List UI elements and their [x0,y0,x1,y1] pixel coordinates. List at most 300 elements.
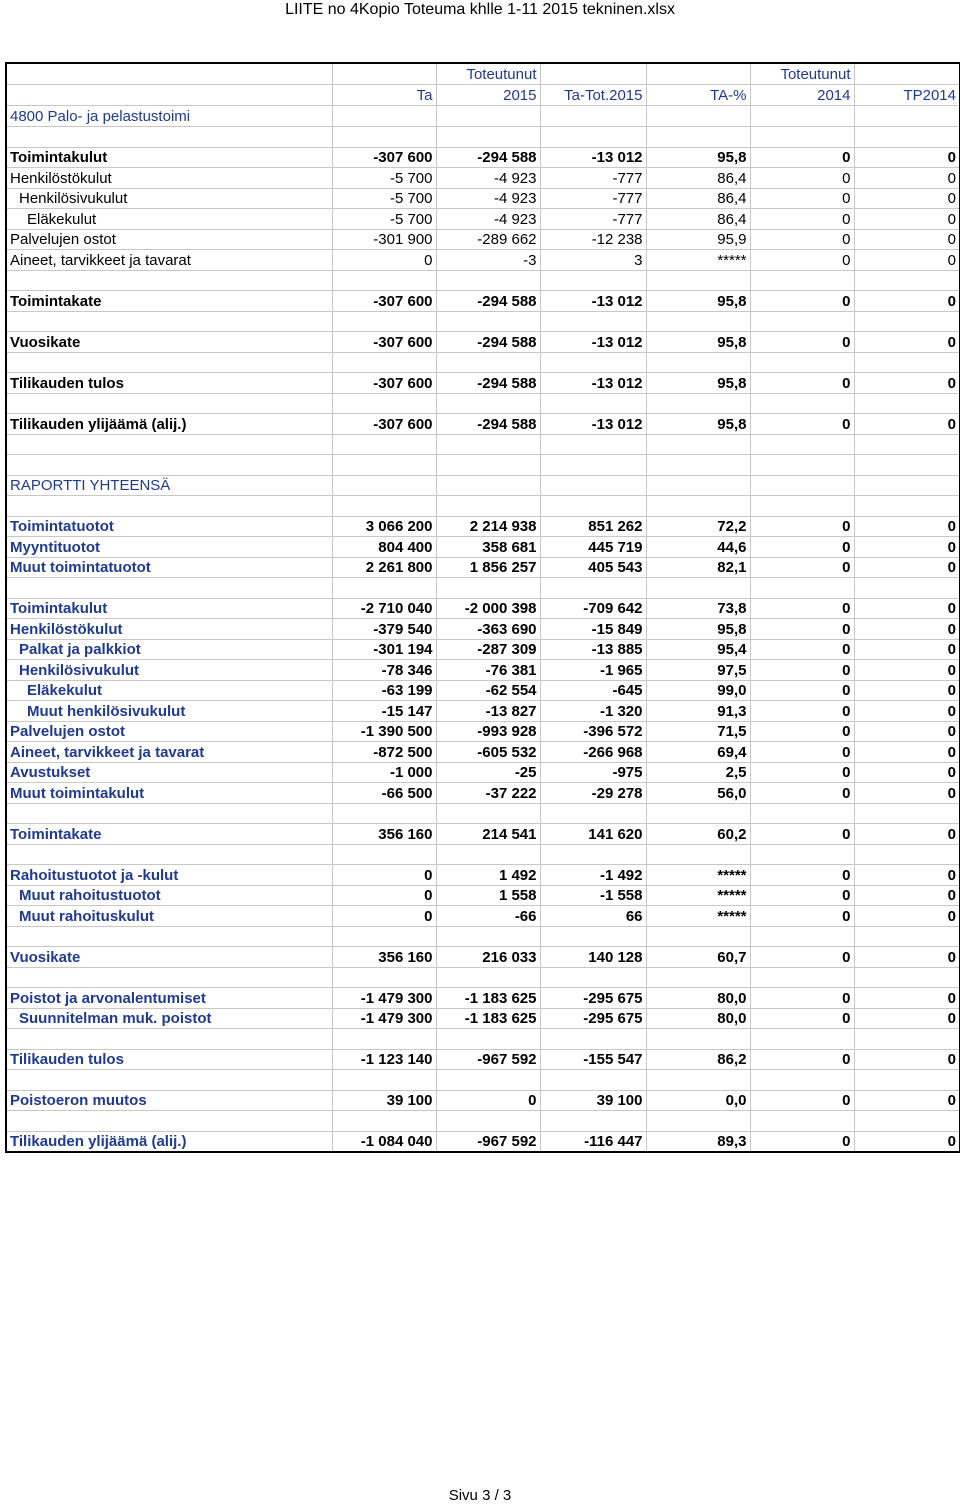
value-toteutunut-2014: 0 [750,332,854,353]
value-toteutunut-2014: 0 [750,824,854,845]
value-toteutunut-2015 [436,844,540,865]
value-ta-tot: -295 675 [540,1008,646,1029]
value-ta-pct: 95,8 [646,414,750,435]
row-label: Henkilöstökulut [6,619,332,640]
value-ta-pct [646,1111,750,1132]
value-ta [332,967,436,988]
value-tp2014 [854,434,960,455]
value-toteutunut-2014: 0 [750,598,854,619]
row-label [6,311,332,332]
value-toteutunut-2014: 0 [750,1131,854,1152]
value-toteutunut-2014: 0 [750,168,854,189]
value-ta-tot [540,844,646,865]
blank-row [6,393,960,414]
value-tp2014: 0 [854,1008,960,1029]
value-toteutunut-2014 [750,844,854,865]
value-ta [332,1111,436,1132]
row-label [6,967,332,988]
value-ta-tot: -1 965 [540,660,646,681]
value-toteutunut-2014: 0 [750,721,854,742]
value-tp2014: 0 [854,147,960,168]
value-ta-tot: -1 320 [540,701,646,722]
value-tp2014: 0 [854,783,960,804]
value-ta-pct: 71,5 [646,721,750,742]
blank-row [6,455,960,476]
table-row [6,906,960,927]
value-ta-tot: -13 012 [540,147,646,168]
value-tp2014: 0 [854,168,960,189]
table-row [6,701,960,722]
blank-row [6,578,960,599]
value-toteutunut-2015 [436,393,540,414]
row-label: Poistot ja arvonalentumiset [6,988,332,1009]
value-ta: 0 [332,250,436,271]
value-ta-pct [646,496,750,517]
value-ta-tot: -155 547 [540,1049,646,1070]
value-ta-tot: -777 [540,209,646,230]
value-ta [332,1029,436,1050]
row-label: Vuosikate [6,947,332,968]
value-ta [332,311,436,332]
value-toteutunut-2015 [436,475,540,496]
value-ta-pct [646,434,750,455]
value-ta-tot: -777 [540,188,646,209]
header-row-2 [6,85,960,106]
table-row [6,147,960,168]
row-label [6,844,332,865]
value-ta-pct: 91,3 [646,701,750,722]
value-tp2014: 0 [854,291,960,312]
value-toteutunut-2015: -605 532 [436,742,540,763]
value-ta-pct [646,270,750,291]
value-ta-tot [540,393,646,414]
value-ta [332,352,436,373]
value-ta: -307 600 [332,332,436,353]
value-ta-tot: 851 262 [540,516,646,537]
table-row [6,1049,960,1070]
table-row [6,229,960,250]
row-label: Tilikauden ylijäämä (alij.) [6,414,332,435]
value-ta-tot [540,1111,646,1132]
value-ta-pct: 2,5 [646,762,750,783]
blank-row [6,1029,960,1050]
row-label [6,455,332,476]
row-label: Suunnitelman muk. poistot [6,1008,332,1029]
table-row [6,332,960,353]
value-toteutunut-2015 [436,926,540,947]
value-ta-tot: -15 849 [540,619,646,640]
value-tp2014 [854,127,960,148]
row-label [6,578,332,599]
value-ta-tot: -13 885 [540,639,646,660]
value-tp2014: 0 [854,988,960,1009]
value-ta-pct: 95,8 [646,147,750,168]
table-row [6,291,960,312]
row-label: Palvelujen ostot [6,229,332,250]
table-row [6,373,960,394]
value-toteutunut-2014: 0 [750,414,854,435]
value-ta-tot [540,434,646,455]
row-label [6,1029,332,1050]
value-ta [332,1070,436,1091]
row-label: Aineet, tarvikkeet ja tavarat [6,250,332,271]
value-ta: 0 [332,865,436,886]
row-label: Aineet, tarvikkeet ja tavarat [6,742,332,763]
value-ta-tot: -396 572 [540,721,646,742]
row-label [6,127,332,148]
value-toteutunut-2014: 0 [750,1049,854,1070]
blank-row [6,127,960,148]
value-ta: -307 600 [332,147,436,168]
value-toteutunut-2014: 0 [750,1090,854,1111]
value-toteutunut-2015: -66 [436,906,540,927]
value-ta-pct [646,393,750,414]
row-label [6,496,332,517]
value-toteutunut-2014: 0 [750,209,854,230]
row-label: Rahoitustuotot ja -kulut [6,865,332,886]
value-ta: -301 900 [332,229,436,250]
value-toteutunut-2014 [750,578,854,599]
value-tp2014: 0 [854,885,960,906]
value-toteutunut-2014: 0 [750,762,854,783]
col-ta-pct: TA-% [646,85,750,106]
value-toteutunut-2015: -76 381 [436,660,540,681]
value-tp2014: 0 [854,680,960,701]
value-ta [332,578,436,599]
col-toteutunut-2014-line1: Toteutunut [750,63,854,85]
value-ta-pct: 72,2 [646,516,750,537]
value-ta-pct: ***** [646,906,750,927]
value-toteutunut-2015: -4 923 [436,168,540,189]
value-ta-pct [646,578,750,599]
value-tp2014: 0 [854,188,960,209]
table-row [6,824,960,845]
value-toteutunut-2014: 0 [750,742,854,763]
value-toteutunut-2015: 1 492 [436,865,540,886]
value-ta-pct: 95,8 [646,619,750,640]
value-ta-tot [540,803,646,824]
blank-row [6,1111,960,1132]
value-toteutunut-2015: -289 662 [436,229,540,250]
table-row [6,414,960,435]
value-toteutunut-2015: -37 222 [436,783,540,804]
value-tp2014: 0 [854,1090,960,1111]
row-label [6,352,332,373]
row-label: Muut rahoituskulut [6,906,332,927]
value-ta-tot: -12 238 [540,229,646,250]
value-ta-pct [646,1029,750,1050]
value-ta-pct: 97,5 [646,660,750,681]
blank-row [6,270,960,291]
col-toteutunut-2014-line2: 2014 [750,85,854,106]
value-toteutunut-2014 [750,455,854,476]
value-ta: -1 123 140 [332,1049,436,1070]
value-ta-tot: -29 278 [540,783,646,804]
value-ta: 3 066 200 [332,516,436,537]
value-ta-pct: 95,8 [646,373,750,394]
value-ta-pct: 80,0 [646,1008,750,1029]
value-ta [332,926,436,947]
value-toteutunut-2015: -993 928 [436,721,540,742]
value-ta-pct [646,967,750,988]
row-label: Palkat ja palkkiot [6,639,332,660]
value-ta: -1 390 500 [332,721,436,742]
value-toteutunut-2014 [750,967,854,988]
row-label: Poistoeron muutos [6,1090,332,1111]
value-ta: -1 479 300 [332,1008,436,1029]
value-toteutunut-2015: -4 923 [436,188,540,209]
value-tp2014: 0 [854,598,960,619]
value-toteutunut-2014: 0 [750,291,854,312]
value-toteutunut-2014: 0 [750,537,854,558]
value-tp2014 [854,311,960,332]
value-toteutunut-2015: 2 214 938 [436,516,540,537]
value-toteutunut-2014: 0 [750,1008,854,1029]
value-toteutunut-2015: -287 309 [436,639,540,660]
value-tp2014: 0 [854,332,960,353]
value-toteutunut-2015: -1 183 625 [436,988,540,1009]
value-tp2014: 0 [854,947,960,968]
value-toteutunut-2015 [436,1070,540,1091]
value-ta [332,393,436,414]
row-label: Toimintatuotot [6,516,332,537]
row-label [6,803,332,824]
blank-row [6,1070,960,1091]
value-tp2014 [854,803,960,824]
value-tp2014 [854,475,960,496]
value-ta-tot [540,127,646,148]
row-label: Tilikauden tulos [6,373,332,394]
value-ta-tot: -116 447 [540,1131,646,1152]
col-ta-tot: Ta-Tot.2015 [540,85,646,106]
value-toteutunut-2014: 0 [750,865,854,886]
value-tp2014: 0 [854,742,960,763]
value-tp2014: 0 [854,762,960,783]
value-toteutunut-2014: 0 [750,639,854,660]
value-toteutunut-2015 [436,434,540,455]
value-tp2014: 0 [854,516,960,537]
value-toteutunut-2015 [436,496,540,517]
table-row [6,250,960,271]
value-tp2014 [854,926,960,947]
value-tp2014: 0 [854,414,960,435]
value-ta: -5 700 [332,188,436,209]
value-ta-tot: 66 [540,906,646,927]
value-toteutunut-2014 [750,1070,854,1091]
value-tp2014 [854,270,960,291]
value-ta-tot: -1 492 [540,865,646,886]
value-ta-pct: 86,4 [646,168,750,189]
value-tp2014 [854,393,960,414]
row-label: Toimintakate [6,291,332,312]
blank-row [6,803,960,824]
value-ta [332,455,436,476]
value-ta-pct [646,1070,750,1091]
value-ta-pct: 95,8 [646,291,750,312]
value-ta-pct [646,926,750,947]
value-toteutunut-2015: -294 588 [436,373,540,394]
value-ta-pct: 80,0 [646,988,750,1009]
value-tp2014: 0 [854,865,960,886]
value-toteutunut-2015: -294 588 [436,291,540,312]
value-tp2014: 0 [854,639,960,660]
value-ta-pct: 89,3 [646,1131,750,1152]
value-ta-tot: 39 100 [540,1090,646,1111]
value-ta-tot [540,967,646,988]
row-label [6,270,332,291]
value-toteutunut-2014: 0 [750,250,854,271]
value-ta: -15 147 [332,701,436,722]
value-ta [332,844,436,865]
table-row [6,762,960,783]
value-tp2014: 0 [854,373,960,394]
row-label: RAPORTTI YHTEENSÄ [6,475,332,496]
row-label: Muut toimintatuotot [6,557,332,578]
value-toteutunut-2015: -13 827 [436,701,540,722]
blank-row [6,352,960,373]
table-row [6,557,960,578]
value-toteutunut-2015: 214 541 [436,824,540,845]
value-ta-tot: -709 642 [540,598,646,619]
table-row [6,885,960,906]
value-ta-tot: -13 012 [540,332,646,353]
table-row [6,660,960,681]
header-row-1 [6,63,960,85]
value-toteutunut-2015: -2 000 398 [436,598,540,619]
value-ta-tot: 140 128 [540,947,646,968]
value-tp2014: 0 [854,557,960,578]
table-row [6,619,960,640]
value-toteutunut-2015: -294 588 [436,414,540,435]
value-toteutunut-2014 [750,434,854,455]
row-label: Palvelujen ostot [6,721,332,742]
value-ta-tot [540,311,646,332]
row-label: Eläkekulut [6,680,332,701]
value-ta: -301 194 [332,639,436,660]
value-tp2014 [854,578,960,599]
value-ta-pct: 69,4 [646,742,750,763]
value-toteutunut-2014 [750,393,854,414]
header-row-3 [6,106,960,127]
value-ta: -307 600 [332,373,436,394]
row-label: Tilikauden ylijäämä (alij.) [6,1131,332,1152]
value-toteutunut-2014: 0 [750,619,854,640]
value-ta: -2 710 040 [332,598,436,619]
value-tp2014: 0 [854,1049,960,1070]
value-ta-pct: 82,1 [646,557,750,578]
value-tp2014: 0 [854,229,960,250]
value-toteutunut-2015: -967 592 [436,1131,540,1152]
value-ta [332,803,436,824]
value-toteutunut-2015: 216 033 [436,947,540,968]
table-row [6,1008,960,1029]
row-label [6,434,332,455]
value-ta-pct: 95,4 [646,639,750,660]
value-tp2014: 0 [854,721,960,742]
value-toteutunut-2015: -294 588 [436,147,540,168]
table-row [6,537,960,558]
blank-row [6,434,960,455]
value-ta-tot: 405 543 [540,557,646,578]
value-tp2014 [854,496,960,517]
value-ta-tot: -645 [540,680,646,701]
document-title: LIITE no 4Kopio Toteuma khlle 1-11 2015 tekninen.xlsx [285,1,675,18]
value-tp2014 [854,1029,960,1050]
value-ta-pct: ***** [646,250,750,271]
value-ta-tot: -13 012 [540,373,646,394]
col-ta: Ta [332,85,436,106]
value-toteutunut-2014: 0 [750,188,854,209]
value-ta-pct: 86,4 [646,188,750,209]
row-label: Muut henkilösivukulut [6,701,332,722]
table-row [6,742,960,763]
value-ta-pct [646,311,750,332]
value-ta: -379 540 [332,619,436,640]
value-toteutunut-2014 [750,270,854,291]
value-toteutunut-2015: -967 592 [436,1049,540,1070]
blank-row [6,926,960,947]
value-toteutunut-2014: 0 [750,680,854,701]
row-label [6,1111,332,1132]
value-ta-pct: 86,2 [646,1049,750,1070]
value-toteutunut-2014: 0 [750,147,854,168]
table-row [6,721,960,742]
value-toteutunut-2014: 0 [750,516,854,537]
blank-row [6,844,960,865]
value-tp2014: 0 [854,1131,960,1152]
value-toteutunut-2014: 0 [750,701,854,722]
table-row [6,209,960,230]
value-tp2014: 0 [854,537,960,558]
value-toteutunut-2015 [436,1029,540,1050]
value-ta [332,127,436,148]
value-ta-pct [646,475,750,496]
value-ta-tot: 3 [540,250,646,271]
value-ta-pct [646,352,750,373]
value-ta-tot: -295 675 [540,988,646,1009]
value-toteutunut-2014: 0 [750,988,854,1009]
value-toteutunut-2015: -294 588 [436,332,540,353]
value-toteutunut-2014: 0 [750,783,854,804]
table-row [6,680,960,701]
value-ta-pct: 86,4 [646,209,750,230]
value-ta-pct [646,803,750,824]
value-tp2014: 0 [854,619,960,640]
table-row [6,475,960,496]
value-toteutunut-2014 [750,496,854,517]
value-ta-tot [540,475,646,496]
row-label: Muut toimintakulut [6,783,332,804]
col-tp2014: TP2014 [854,85,960,106]
row-label [6,1070,332,1091]
value-ta-pct: 44,6 [646,537,750,558]
value-toteutunut-2014: 0 [750,660,854,681]
row-label: Henkilösivukulut [6,188,332,209]
row-label: Tilikauden tulos [6,1049,332,1070]
unit-title: 4800 Palo- ja pelastustoimi [6,106,332,127]
value-tp2014: 0 [854,906,960,927]
value-toteutunut-2015: -1 183 625 [436,1008,540,1029]
value-ta-tot [540,578,646,599]
value-toteutunut-2015: 1 558 [436,885,540,906]
row-label [6,393,332,414]
value-ta-tot: -13 012 [540,291,646,312]
value-toteutunut-2015 [436,311,540,332]
value-ta [332,270,436,291]
value-tp2014 [854,844,960,865]
value-toteutunut-2015: 0 [436,1090,540,1111]
value-toteutunut-2014: 0 [750,229,854,250]
